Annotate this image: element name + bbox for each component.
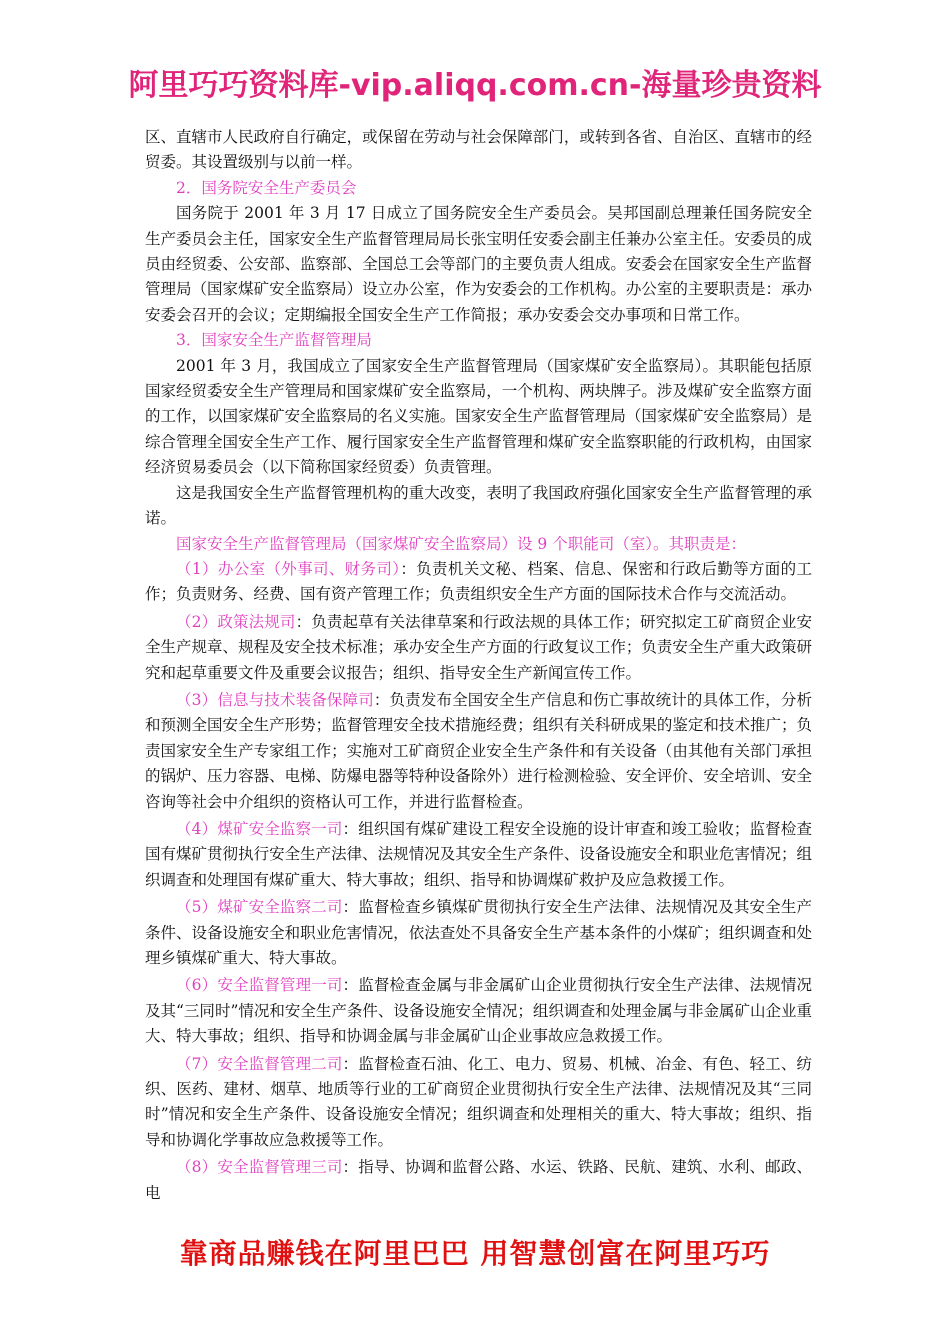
department-duties: ：负责发布全国安全生产信息和伤亡事故统计的具体工作，分析和预测全国安全生产形势；监督管理安全技术措施经费；组织有关科研成果的鉴定和技术推广；负责国家安全生产专家组工作；实施对工矿商贸企业安全生产条件和有关设备（由其他有关部门承担的锅炉、压力容器、电梯、防爆电器等特种设备除外）进行检测检验、安全评价、安全培训、安全咨询等社会中介组织的资格认可工作，并进行监督检查。 [145,690,812,811]
department-item-8 [145,1155,812,1206]
department-duties: ：监督检查乡镇煤矿贯彻执行安全生产法律、法规情况及其安全生产条件、设备设施安全和职业危害情况，依法查处不具备安全生产基本条件的小煤矿；组织调查和处理乡镇煤矿重大、特大事故。 [145,898,812,967]
department-item-7 [145,1052,812,1154]
department-label: （5）煤矿安全监察二司 [176,898,343,917]
top-banner [0,60,950,104]
department-label: （6）安全监督管理一司 [176,976,343,995]
department-item-4 [145,817,812,893]
department-item-6 [145,973,812,1049]
department-item-2 [145,610,812,686]
department-label: （7）安全监督管理二司 [176,1054,343,1073]
paragraph-significance: 这是我国安全生产监督管理机构的重大改变，表明了我国政府强化国家安全生产监督管理的承诺。 [145,483,812,528]
department-item-1 [145,557,812,608]
department-duties: ：负责起草有关法律草案和行政法规的具体工作；研究拟定工矿商贸企业安全生产规章、规程及安全技术标准；承办安全生产方面的行政复议工作；负责安全生产重大政策研究和起草重要文件及重要会议报告；组织、指导安全生产新闻宣传工作。 [145,612,812,682]
department-duties: ：组织国有煤矿建设工程安全设施的设计审查和竣工验收；监督检查国有煤矿贯彻执行安全生产法律、法规情况及其安全生产条件、设备设施安全和职业危害情况；组织调查和处理国有煤矿重大、特大事故；组织、指导和协调煤矿救护及应急救援工作。 [145,819,812,889]
document-body [145,125,812,1208]
top-banner-text: 阿里巧巧资料库-vip.aliqq.com.cn-海量珍贵资料 [128,68,822,103]
bottom-banner [0,1232,950,1272]
department-duties: ：指导、协调和监督公路、水运、铁路、民航、建筑、水利、邮政、电 [145,1158,812,1202]
department-label: （1）办公室（外事司、财务司） [176,559,401,578]
paragraph-departments-intro: 国家安全生产监督管理局（国家煤矿安全监察局）设 9 个职能司（室）。其职责是： [176,534,746,553]
department-label: （8）安全监督管理三司 [176,1158,343,1177]
department-item-3 [145,688,812,815]
department-label: （3）信息与技术装备保障司 [176,690,374,709]
department-duties: ：监督检查石油、化工、电力、贸易、机械、冶金、有色、轻工、纺织、医药、建材、烟草、地质等行业的工矿商贸企业贯彻执行安全生产法律、法规情况及其“三同时”情况和安全生产条件、设备设施安全情况；组织调查和处理相关的重大、特大事故；组织、指导和协调化学事故应急救援等工作。 [145,1054,812,1149]
bottom-banner-text: 靠商品赚钱在阿里巴巴 用智慧创富在阿里巧巧 [179,1237,771,1270]
department-duties: ：负责机关文秘、档案、信息、保密和行政后勤等方面的工作；负责财务、经费、国有资产管理工作；负责组织安全生产方面的国际技术合作与交流活动。 [145,559,812,604]
section-heading-3: 3．国家安全生产监督管理局 [176,331,372,350]
department-label: （2）政策法规司 [176,612,296,631]
section-heading-2: 2．国务院安全生产委员会 [176,178,357,197]
paragraph-continued: 区、直辖市人民政府自行确定，或保留在劳动与社会保障部门，或转到各省、自治区、直辖市的经贸委。其设置级别与以前一样。 [145,128,812,172]
department-item-5 [145,895,812,971]
paragraph-safety-committee: 国务院于 2001 年 3 月 17 日成立了国务院安全生产委员会。吴邦国副总理兼任国务院安全生产委员会主任，国家安全生产监督管理局局长张宝明任安委会副主任兼办公室主任。安委员的成员由经贸委、公安部、监察部、全国总工会等部门的主要负责人组成。安委会在国家安全生产监督管理局（国家煤矿安全监察局）设立办公室，作为安委会的工作机构。办公室的主要职责是：承办安委会召开的会议；定期编报全国安全生产工作简报；承办安委会交办事项和日常工作。 [145,204,812,324]
department-duties: ：监督检查金属与非金属矿山企业贯彻执行安全生产法律、法规情况及其“三同时”情况和安全生产条件、设备设施安全情况；组织调查和处理金属与非金属矿山企业重大、特大事故；组织、指导和协调金属与非金属矿山企业事故应急救援工作。 [145,976,812,1046]
department-label: （4）煤矿安全监察一司 [176,819,343,838]
paragraph-administration: 2001 年 3 月，我国成立了国家安全生产监督管理局（国家煤矿安全监察局）。其职能包括原国家经贸委安全生产管理局和国家煤矿安全监察局，一个机构、两块牌子。涉及煤矿安全监察方面的工作，以国家煤矿安全监察局的名义实施。国家安全生产监督管理局（国家煤矿安全监察局）是综合管理全国安全生产工作、履行国家安全生产监督管理和煤矿安全监察职能的行政机构，由国家经济贸易委员会（以下简称国家经贸委）负责管理。 [145,356,812,477]
